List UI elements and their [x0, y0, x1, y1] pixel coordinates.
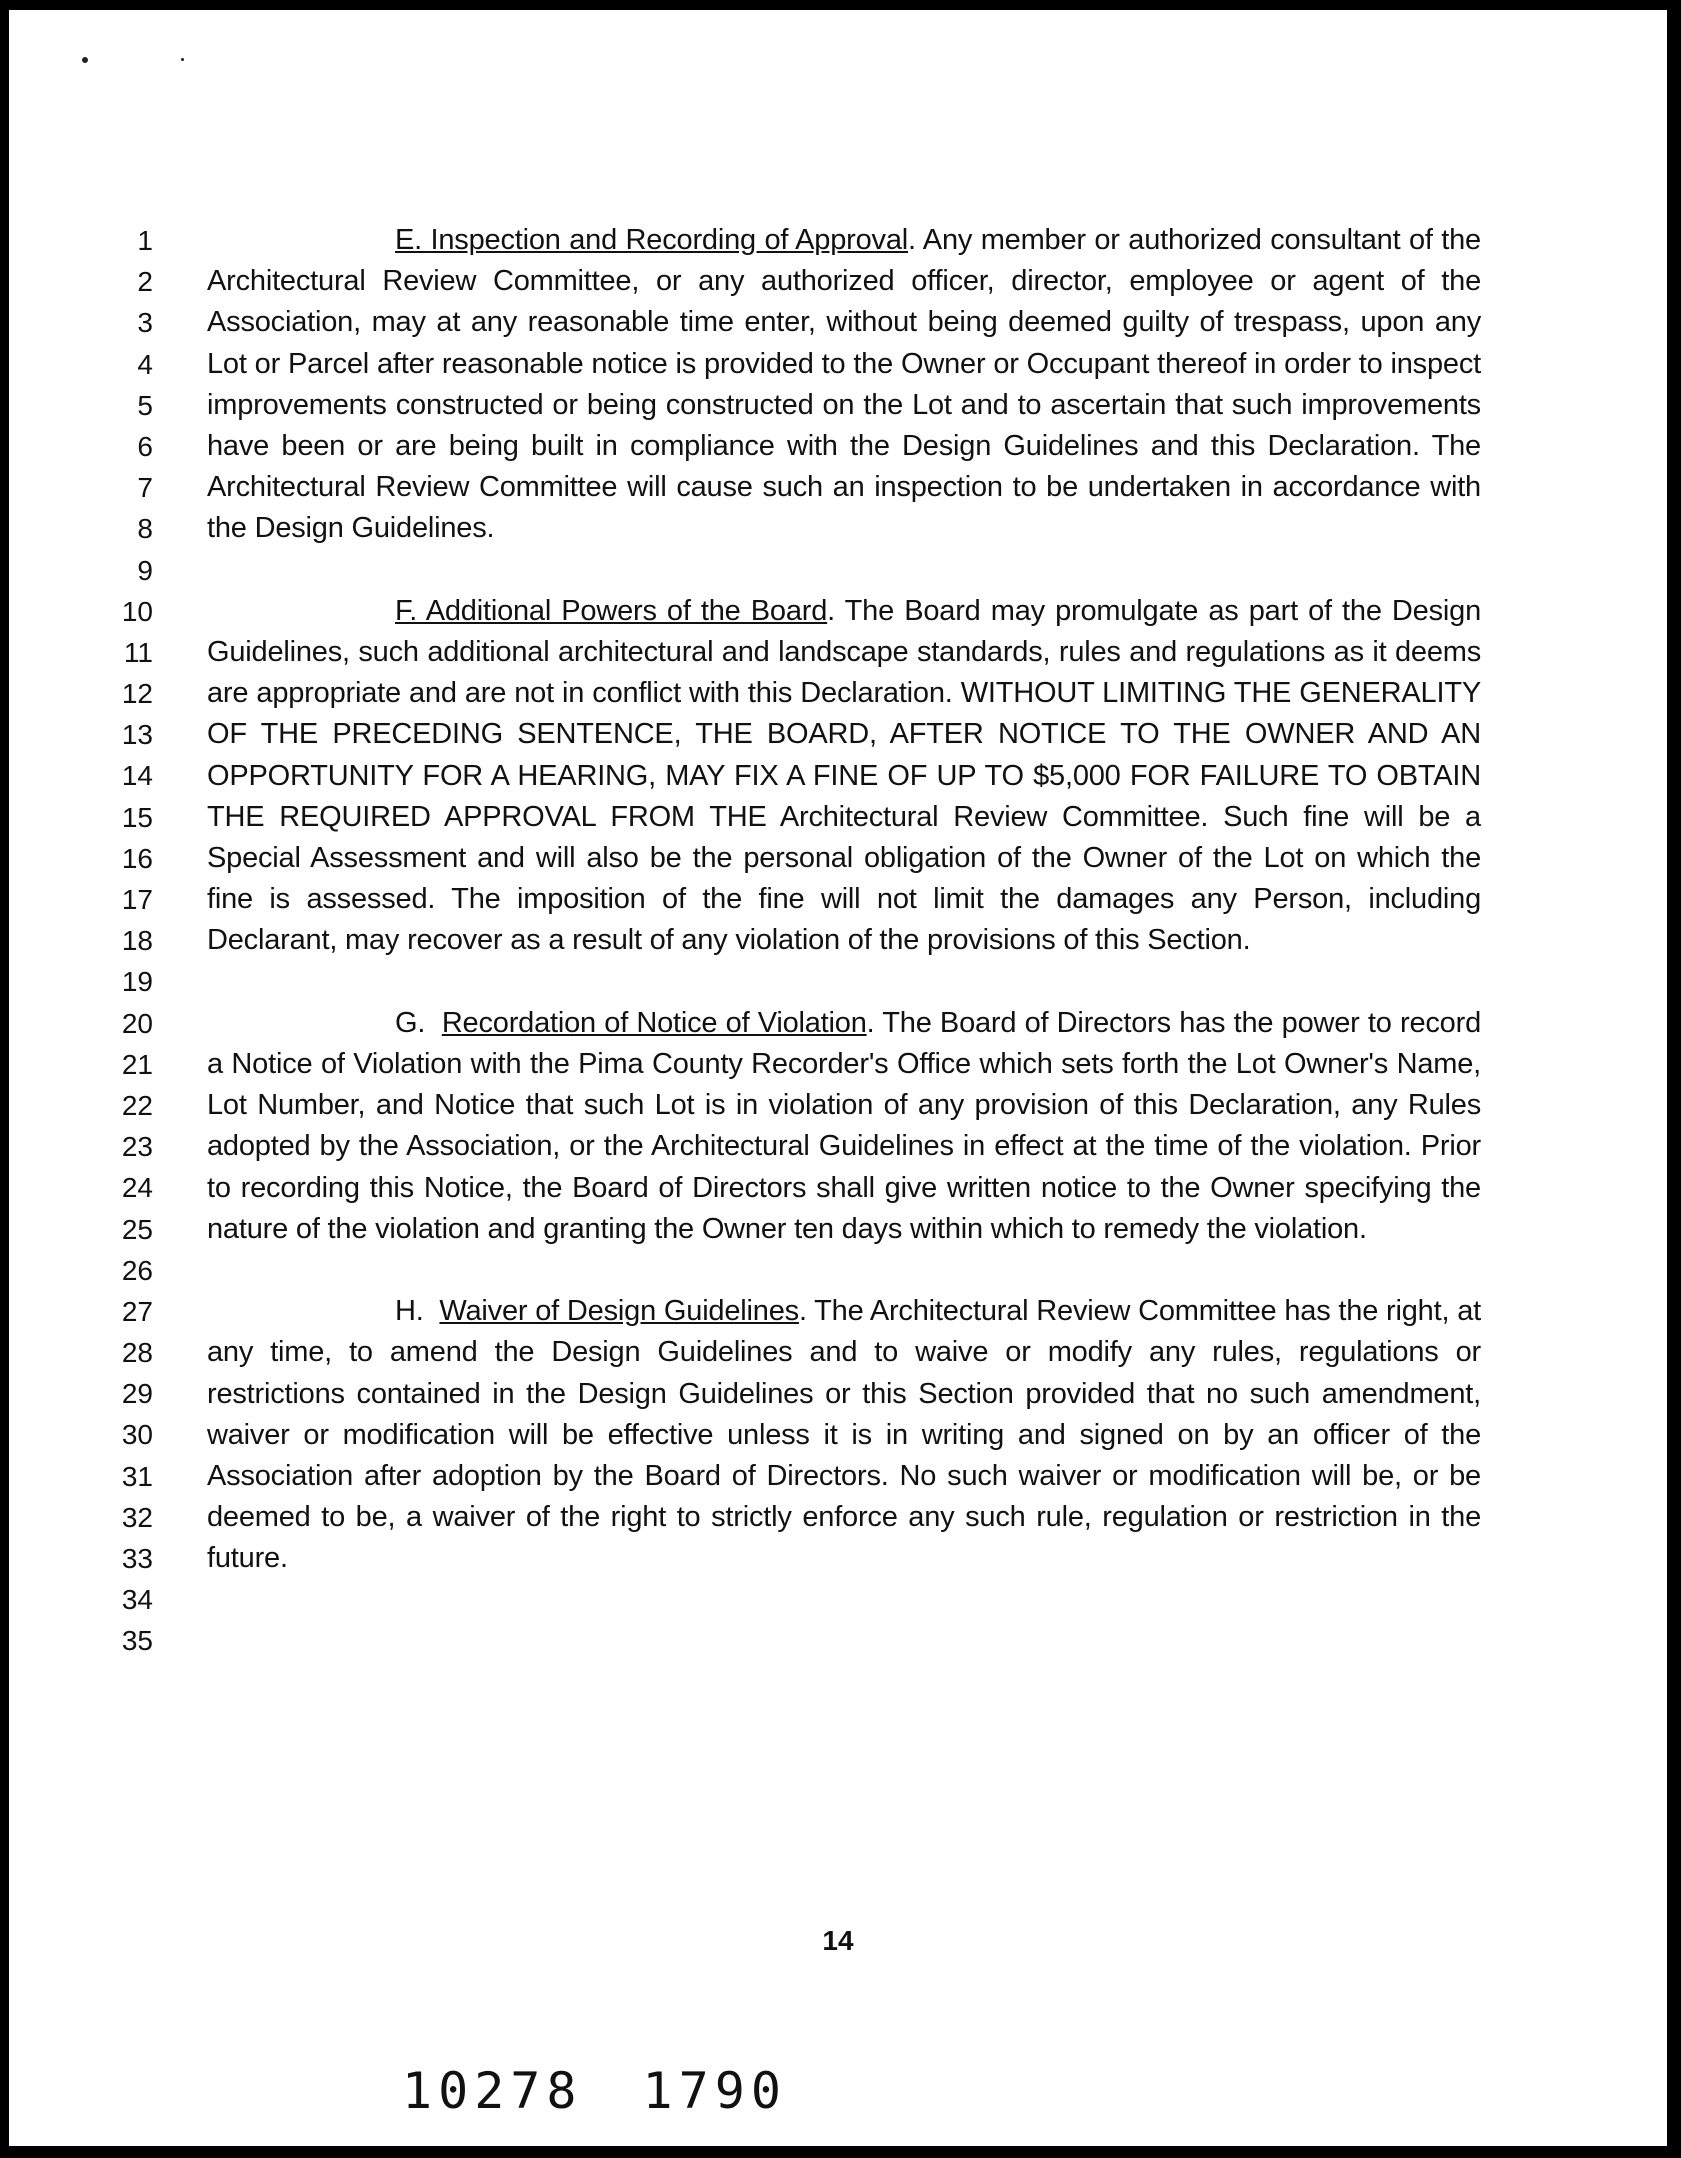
line-number: 34 — [121, 1584, 153, 1616]
line-number: 4 — [137, 348, 153, 380]
line-number: 29 — [121, 1378, 153, 1410]
section-prefix: G. — [395, 1006, 442, 1039]
line-number: 31 — [121, 1460, 153, 1492]
recording-stamp — [402, 2062, 787, 2120]
scan-speck — [82, 57, 88, 63]
line-numbers — [103, 220, 153, 1662]
section-text: . The Board may promulgate as part of the Design Guidelines, such additional architectural and landscape standards, rules and regulations as it deems are appropriate and are not in conflict with this Declaration. WITHOUT LIMITING THE GENERALITY OF THE PRECEDING SENTENCE, THE BOARD, AFTER NOTICE TO THE OWNER AND AN OPPORTUNITY FOR A HEARING, MAY FIX A FINE OF UP TO $5,000 FOR FAILURE TO OBTAIN THE REQUIRED APPROVAL FROM THE Architectural Review Committee. Such fine will be a Special Assessment and will also be the personal obligation of the Owner of the Lot on which the fine is assessed. The imposition of the fine will not limit the damages any Person, including Declarant, may recover as a result of any violation of the provisions of this Section. — [207, 594, 1481, 957]
line-number: 15 — [121, 801, 153, 833]
section-prefix: H. — [395, 1295, 440, 1328]
line-number: 13 — [121, 719, 153, 751]
line-number: 7 — [137, 472, 153, 504]
line-number: 32 — [121, 1501, 153, 1533]
line-number: 10 — [121, 595, 153, 627]
document-page — [9, 10, 1667, 2146]
stamp-book: 10278 — [402, 2062, 583, 2120]
line-number: 28 — [121, 1337, 153, 1369]
stamp-page: 1790 — [642, 2062, 787, 2120]
line-number: 17 — [121, 884, 153, 915]
page-number: 14 — [822, 1925, 854, 1956]
section-text: . The Board of Directors has the power to record a Notice of Violation with the Pima County Recorder's Office which sets forth the Lot Owner's Name, Lot Number, and Notice that such Lot is in violation of any provision of this Declaration, any Rules adopted by the Association, or the Architectural Guidelines in effect at the time of the violation. Prior to recording this Notice, the Board of Directors shall give written notice to the Owner specifying the nature of the violation and granting the Owner ten days within which to remedy the violation. — [207, 1006, 1481, 1245]
section-heading: Recordation of Notice of Violation — [441, 1006, 867, 1039]
line-number: 35 — [121, 1625, 153, 1657]
line-number: 22 — [121, 1089, 153, 1121]
line-number: 24 — [121, 1172, 153, 1204]
line-number: 27 — [121, 1295, 153, 1327]
section-text: . The Architectural Review Committee has the right, at any time, to amend the Design Guidelines and to waive or modify any rules, regulations or restrictions contained in the Design Guidelines or this Section provided that no such amendment, waiver or modification will be effective unless it is in writing and signed on by an officer of the Association after adoption by the Board of Directors. No such waiver or modification will be, or be deemed to be, a waiver of the right to strictly enforce any such rule, regulation or restriction in the future. — [207, 1295, 1481, 1575]
line-number: 6 — [137, 430, 153, 462]
line-number: 23 — [121, 1131, 153, 1163]
section-g — [207, 1003, 1481, 1250]
line-number: 26 — [121, 1254, 153, 1286]
line-number: 30 — [121, 1419, 153, 1451]
line-number: 5 — [137, 389, 153, 421]
line-number: 2 — [137, 266, 153, 298]
line-number: 11 — [123, 636, 153, 668]
section-e — [207, 220, 1481, 550]
line-number: 19 — [121, 966, 153, 998]
line-number: 18 — [121, 925, 153, 957]
section-heading: Waiver of Design Guidelines — [439, 1295, 799, 1328]
line-number: 12 — [121, 678, 153, 710]
section-f — [207, 591, 1481, 962]
scan-speck — [181, 58, 184, 61]
line-number: 33 — [121, 1543, 153, 1574]
line-number: 9 — [137, 554, 153, 586]
line-number: 14 — [121, 760, 153, 792]
line-number: 3 — [137, 307, 153, 339]
line-number: 25 — [121, 1213, 153, 1245]
section-heading: F. Additional Powers of the Board — [395, 594, 828, 627]
line-number: 8 — [137, 513, 153, 545]
section-text: . Any member or authorized consultant of the Architectural Review Committee, or any authorized officer, director, employee or agent of the Association, may at any reasonable time enter, without being deemed guilty of trespass, upon any Lot or Parcel after reasonable notice is provided to the Owner or Occupant thereof in order to inspect improvements constructed or being constructed on the Lot and to ascertain that such improvements have been or are being built in compliance with the Design Guidelines and this Declaration. The Architectural Review Committee will cause such an inspection to be undertaken in accordance with the Design Guidelines. — [207, 224, 1481, 545]
line-number: 16 — [121, 842, 153, 874]
line-number: 20 — [121, 1007, 153, 1039]
section-heading: E. Inspection and Recording of Approval — [395, 224, 909, 256]
line-number: 1 — [137, 225, 153, 256]
section-h — [207, 1291, 1481, 1579]
document-body — [207, 220, 1481, 1621]
line-number: 21 — [121, 1048, 153, 1080]
